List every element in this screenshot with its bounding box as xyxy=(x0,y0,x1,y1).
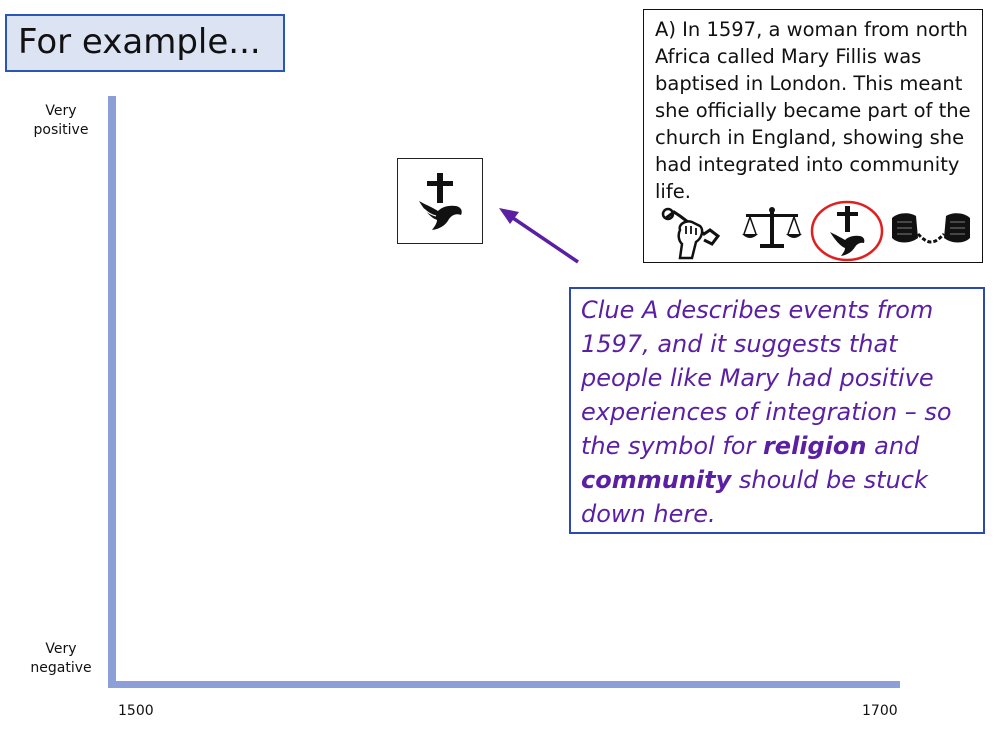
wrench-fist-icon xyxy=(660,204,722,260)
note-text xyxy=(581,293,981,531)
y-axis-bottom-label: Very negative xyxy=(30,641,92,676)
x-axis-start-label: 1500 xyxy=(118,703,154,719)
cross-dove-highlighted-icon xyxy=(810,200,884,262)
scales-icon xyxy=(740,206,804,250)
y-axis-top-label: Very positive xyxy=(33,103,89,138)
clue-card xyxy=(643,9,983,263)
page-title: For example... xyxy=(18,22,261,62)
note-text-mid: and xyxy=(866,432,920,460)
note-bold-community: community xyxy=(581,466,732,494)
note-text-after: should be stuck down here. xyxy=(581,466,928,528)
note-text-before: Clue A describes events from 1597, and it suggests that people like Mary had positive experiences of integration – so the symbol for xyxy=(581,296,952,460)
handcuffs-icon xyxy=(890,208,972,252)
clue-text: A) In 1597, a woman from north Africa called Mary Fillis was baptised in London. This meant she officially became part of the church in England, showing she had integrated into community life. xyxy=(655,18,971,203)
x-axis-end-label: 1700 xyxy=(862,703,898,719)
note-bold-religion: religion xyxy=(762,432,867,460)
explanation-note xyxy=(569,287,985,534)
